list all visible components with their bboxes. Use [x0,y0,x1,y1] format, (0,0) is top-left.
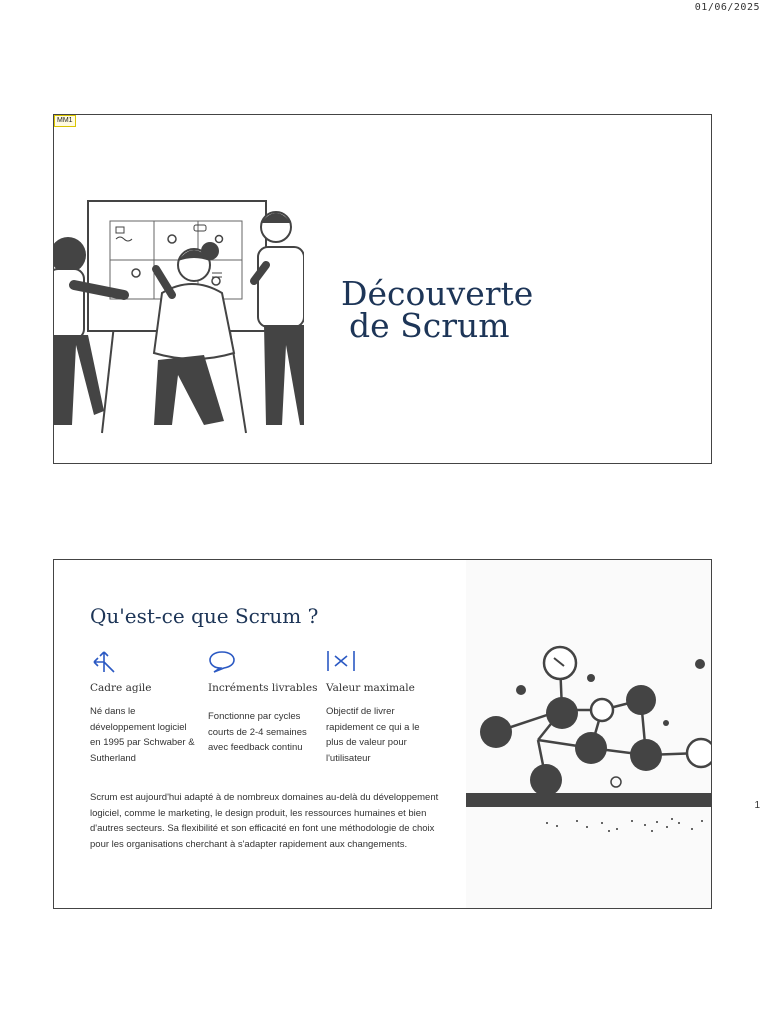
comment-marker[interactable]: MM1 [54,115,76,127]
feature-heading: Valeur maximale [326,682,415,694]
slide-title-text [341,274,534,345]
body-paragraph: Scrum est aujourd'hui adapté à de nombreux domaines au-delà du développement logiciel, comme le marketing, le design produit, les ressources humaines et bien d'autres secteurs. Sa flexibilité et son efficacité en font une méthodologie de choix pour les organisations cherchant à s'adapter rapidement aux changements. [90,792,439,850]
feature-column-3 [326,648,434,766]
print-date: 01/06/2025 [694,2,760,13]
feature-column-1 [90,648,198,766]
speech-bubble-icon [208,648,316,674]
slide-title [53,114,712,464]
team-whiteboard-illustration [54,185,304,435]
slide-what-is-scrum [53,559,712,909]
feature-column-2 [208,648,316,756]
title-line-1: Découverte [341,274,534,313]
feature-heading: Cadre agile [90,682,152,694]
branch-arrow-icon [90,648,198,674]
feature-text: Né dans le développement logiciel en 1995 par Schwaber & Sutherland [90,706,195,764]
feature-text: Fonctionne par cycles courts de 2-4 semaines avec feedback continu [208,711,307,753]
slide-heading: Qu'est-ce que Scrum ? [90,604,319,628]
molecule-illustration [466,560,712,909]
feature-text: Objectif de livrer rapidement ce qui a le plus de valeur pour l'utilisateur [326,706,420,764]
feature-heading: Incréments livrables [208,682,318,694]
page-number: 1 [754,800,760,811]
title-line-2: de Scrum [349,306,510,345]
times-bar-icon [326,648,434,674]
